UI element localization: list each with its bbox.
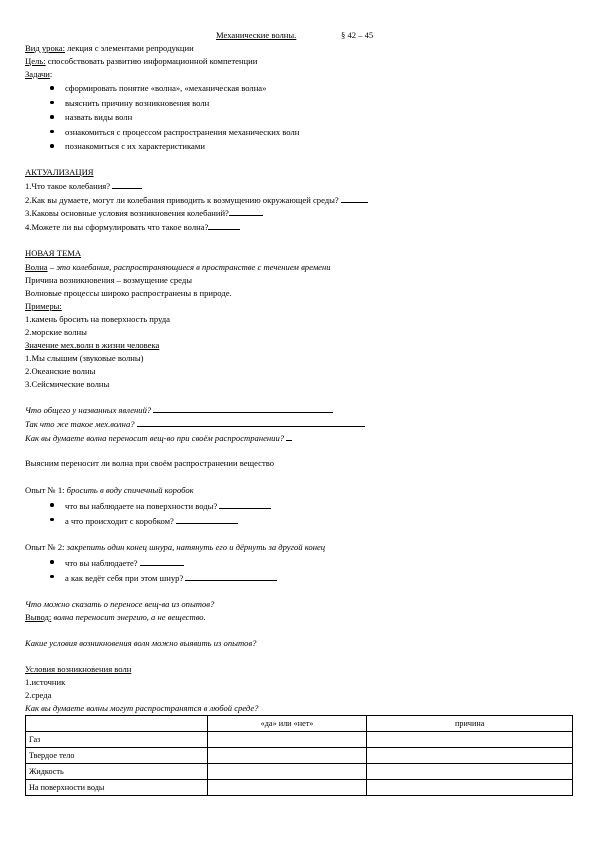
lesson-type [25,43,194,53]
question-transfer [25,432,292,443]
list-item: назвать виды волн [50,112,299,127]
question-common [25,404,333,415]
table-cell-answer[interactable] [207,764,367,780]
experiment-2-questions [50,557,277,586]
media-question: Как вы думаете волны могут распространятся в любой среде? [25,703,259,713]
conclusion-text: волна переносит энергию, а не вещество. [51,612,206,622]
table-cell-medium: На поверхности воды [26,780,208,796]
question-text: 2.Как вы думаете, могут ли колебания приводить к возмущению окружающей среды? [25,195,341,205]
question-text: Так что же такое мех.волна? [25,419,137,429]
question-text: 1.Что такое колебания? [25,181,113,191]
condition-item: 1.источник [25,677,66,687]
tasks-list [50,83,299,156]
question-what-wave [25,418,365,429]
table-cell-answer[interactable] [207,780,367,796]
media-table [25,715,573,796]
answer-blank[interactable] [341,194,368,203]
conclusion-label: Вывод: [25,612,52,622]
answer-blank[interactable] [219,500,271,509]
answer-blank[interactable] [112,180,142,189]
question-text: а как ведёт себя при этом шнур? [65,572,186,583]
question-2 [25,194,368,205]
conclusion [25,612,206,622]
list-item: познакомиться с их характеристиками [50,141,299,156]
actualization-heading: АКТУАЛИЗАЦИЯ [25,167,94,177]
experiment-desc: закрепить один конец шнура, натянуть его и дёрнуть за другой конец [66,542,326,552]
table-row [26,764,573,780]
importance-item: 3.Сейсмические волны [25,379,110,389]
list-item: сформировать понятие «волна», «механическая волна» [50,83,299,98]
question-1 [25,180,142,191]
experiment-label: Опыт № 1: [25,485,67,495]
table-header-row [26,716,573,732]
wave-spread: Волновые процессы широко распространены в природе. [25,288,232,298]
lesson-tasks-label [25,69,52,79]
wave-definition [25,262,331,272]
answer-blank[interactable] [153,404,333,413]
importance-item: 2.Океанские волны [25,366,96,376]
table-cell-reason[interactable] [367,780,573,796]
definition-text: – это колебания, распространяющиеся в пространстве с течением времени [47,262,331,272]
answer-blank[interactable] [208,221,240,230]
lesson-goal-value: способствовать развитию информационной компетенции [45,56,258,66]
question-text: 4.Можете ли вы сформулировать что такое волна? [25,222,209,232]
definition-term: Волна [25,262,48,272]
condition-item: 2.среда [25,690,52,700]
table-cell-reason[interactable] [367,764,573,780]
answer-blank[interactable] [229,207,263,216]
question-text: что вы наблюдаете на поверхности воды? [65,501,220,511]
table-header-cell [26,716,208,732]
conditions-heading: Условия возникновения волн [25,664,132,674]
importance-item: 1.Мы слышим (звуковые волны) [25,353,144,363]
new-topic-heading: НОВАЯ ТЕМА [25,248,82,258]
table-row [26,748,573,764]
list-item: выяснить причину возникновения волн [50,98,299,113]
tasks-label-colon: : [49,69,53,79]
example-item: 2.морские волны [25,327,87,337]
question-text: 3.Каковы основные условия возникновения колебаний? [25,208,229,218]
table-header-cell: причина [367,716,573,732]
question-text: Что общего у названных явлений? [25,405,154,415]
wave-cause: Причина возникновения – возмущение среды [25,275,192,285]
lesson-goal-label: Цель: [25,56,46,66]
table-header-cell: «да» или «нет» [207,716,367,732]
table-row [26,732,573,748]
list-item [50,557,277,572]
list-item [50,515,271,530]
table-cell-medium: Газ [26,732,208,748]
conclusion-question: Что можно сказать о переносе вещ-ва из опытов? [25,599,215,609]
lesson-goal [25,56,257,66]
page-title: Механические волны. [216,30,297,40]
experiment-1-questions [50,500,271,529]
list-item: ознакомиться с процессом распространения механических волн [50,127,299,142]
table-row [26,780,573,796]
table-cell-answer[interactable] [207,748,367,764]
question-text: что вы наблюдаете? [65,558,140,568]
importance-label: Значение мех.волн в жизни человека [25,340,160,350]
example-item: 1.камень бросить на поверхность пруда [25,314,170,324]
question-text: а что происходит с коробком? [65,515,176,526]
table-cell-reason[interactable] [367,748,573,764]
experiment-2 [25,542,325,552]
lesson-type-label: Вид урока: [25,43,65,53]
lesson-type-value: лекция с элементами репродукции [65,43,194,53]
tasks-label-text: Задачи [25,69,50,79]
examples-label: Примеры: [25,301,62,311]
question-3 [25,207,263,218]
answer-blank[interactable] [140,557,184,566]
answer-blank[interactable] [286,432,292,441]
list-item [50,572,277,587]
experiment-label: Опыт № 2: [25,542,67,552]
table-cell-medium: Жидкость [26,764,208,780]
section-numbers: § 42 – 45 [341,30,374,40]
answer-blank[interactable] [185,572,277,581]
experiment-desc: бросить в воду спичечный коробок [66,485,194,495]
table-cell-reason[interactable] [367,732,573,748]
conditions-question: Какие условия возникновения волн можно выявить из опытов? [25,638,257,648]
question-text: Как вы думаете волна переносит вещ-во при своём распространении? [25,433,287,443]
find-out-statement: Выясним переносит ли волна при своём распространении вещество [25,458,275,468]
table-cell-answer[interactable] [207,732,367,748]
experiment-1 [25,485,194,495]
answer-blank[interactable] [176,515,238,524]
table-cell-medium: Твердое тело [26,748,208,764]
question-4 [25,221,240,232]
answer-blank[interactable] [137,418,365,427]
list-item [50,500,271,515]
